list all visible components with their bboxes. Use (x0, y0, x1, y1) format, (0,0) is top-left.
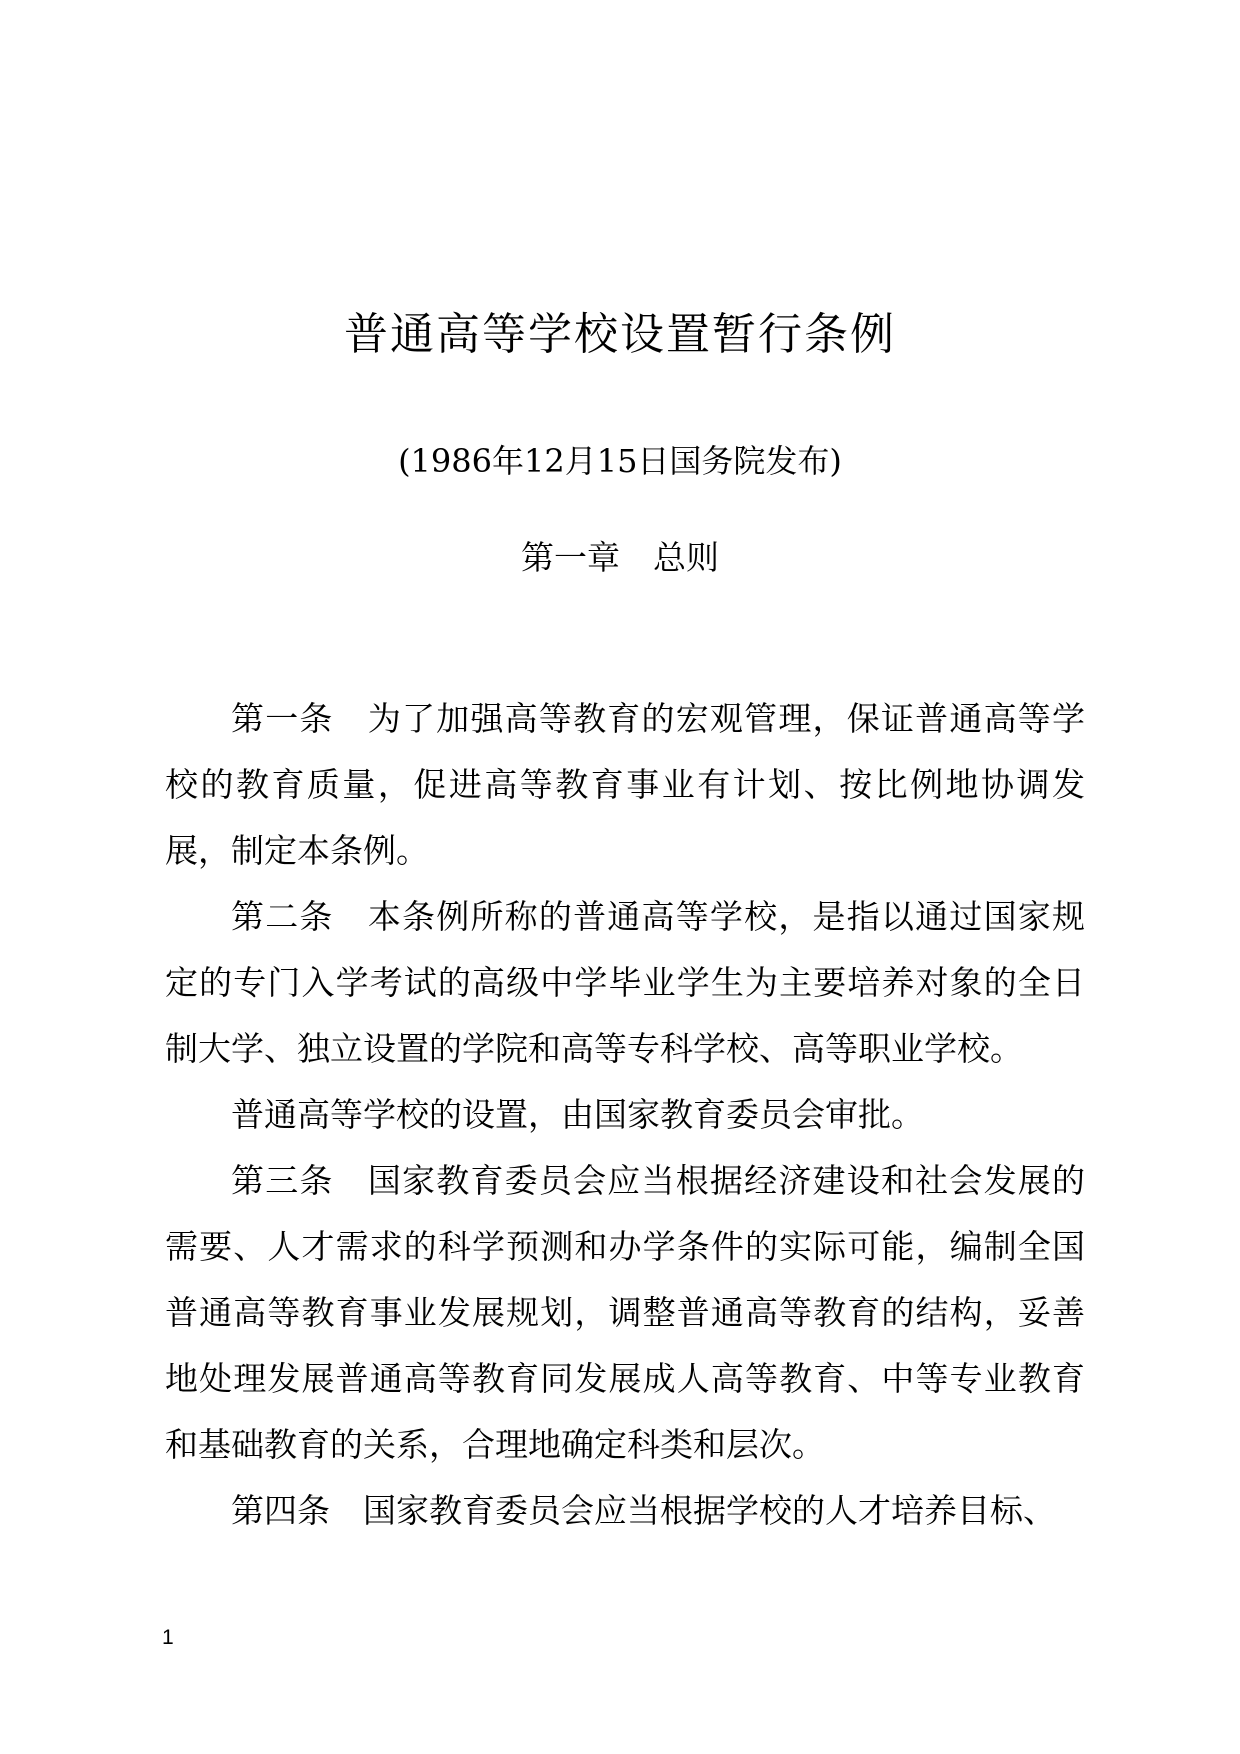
article-1-paragraph: 第一条 为了加强高等教育的宏观管理，保证普通高等学校的教育质量，促进高等教育事业有计划、按比例地协调发展，制定本条例。 (165, 699, 1085, 870)
article-2-subparagraph: 普通高等学校的设置，由国家教育委员会审批。 (231, 1095, 924, 1134)
document-subtitle: (1986年12月15日国务院发布) (398, 442, 842, 480)
article-2-paragraph: 第二条 本条例所称的普通高等学校，是指以通过国家规定的专门入学考试的高级中学毕业学生为主要培养对象的全日制大学、独立设置的学院和高等专科学校、高等职业学校。 (165, 897, 1085, 1068)
document-body (165, 686, 1085, 1544)
document-title: 普通高等学校设置暂行条例 (344, 309, 896, 360)
article-3-paragraph: 第三条 国家教育委员会应当根据经济建设和社会发展的需要、人才需求的科学预测和办学条件的实际可能，编制全国普通高等教育事业发展规划，调整普通高等教育的结构，妥善地处理发展普通高等教育同发展成人高等教育、中等专业教育和基础教育的关系，合理地确定科类和层次。 (165, 1161, 1085, 1464)
page-number: 1 (162, 1626, 174, 1649)
chapter-heading: 第一章 总则 (521, 538, 719, 577)
article-4-paragraph: 第四条 国家教育委员会应当根据学校的人才培养目标、 (231, 1491, 1056, 1530)
